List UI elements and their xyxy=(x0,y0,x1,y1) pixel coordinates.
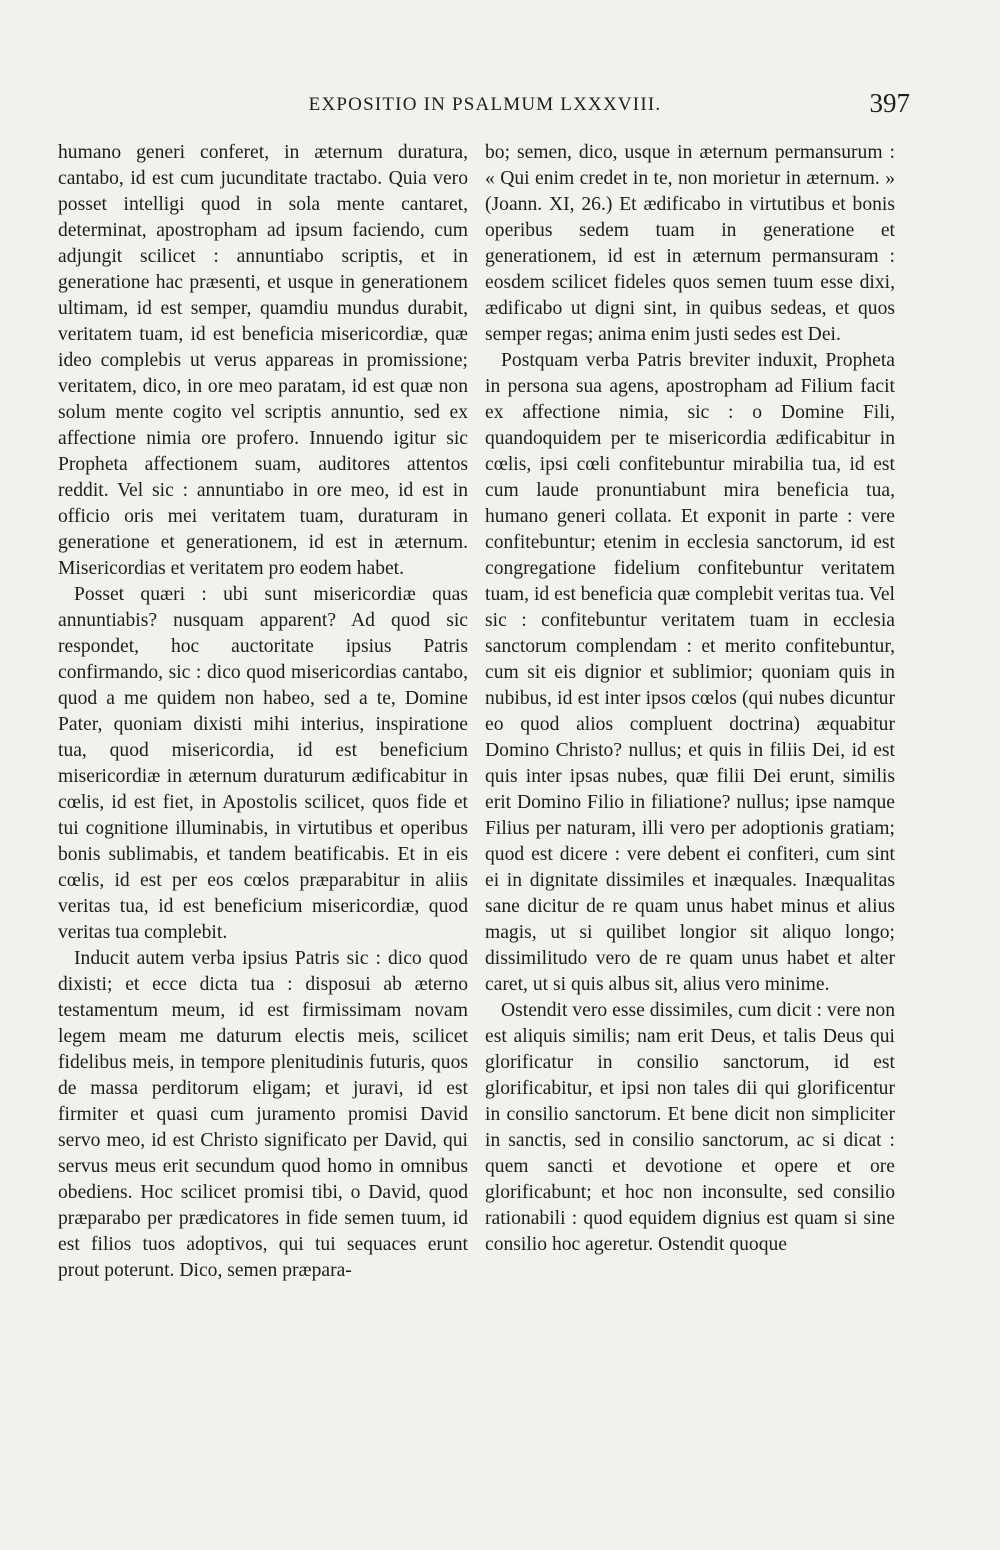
left-column xyxy=(58,140,468,1284)
paragraph: humano generi conferet, in æternum duratura, cantabo, id est cum jucunditate tractabo. Quia vero posset intelligi quod in sola mente cantaret, determinat, apostropham ad ipsum faciendo, cum adjungit scilicet : annuntiabo scriptis, et in generatione hac præsenti, et usque in generationem ultimam, id est semper, quamdiu mundus durabit, veritatem tuam, id est beneficia misericordiæ, quæ ideo complebis ut verus appareas in promissione; veritatem, dico, in ore meo paratam, id est quæ non solum mente cogito vel scriptis annuntio, sed ex affectione nimia ore profero. Innuendo igitur sic Propheta affectionem suam, auditores attentos reddit. Vel sic : annuntiabo in ore meo, id est in officio oris mei veritatem tuam, duraturam in generatione et generationem, id est in æternum. Misericordias et veritatem pro eodem habet. xyxy=(58,142,468,579)
paragraph: Postquam verba Patris breviter induxit, Propheta in persona sua agens, apostropham ad Filium facit ex affectione nimia, sic : o Domine Fili, quandoquidem per te misericordia ædificabitur in cœlis, ipsi cœli confitebuntur mirabilia tua, id est cum laude pronuntiabunt mira beneficia tua, humano generi collata. Et exponit in parte : vere confitebuntur; etenim in ecclesia sanctorum, id est congregatione fidelium confitebuntur veritatem tuam, id est beneficia quæ complebit veritas tua. Vel sic : confitebuntur veritatem tuam in ecclesia sanctorum complendam : et merito confitebuntur, cum sit eis dignior et sublimior; quoniam quis in nubibus, id est inter ipsos cœlos (qui nubes dicuntur eo quod alios compluent doctrina) æquabitur Domino Christo? nullus; et quis in filiis Dei, id est quis inter ipsas nubes, quæ filii Dei erunt, similis erit Domino Filio in filiatione? nullus; ipse namque Filius per naturam, illi vero per adoptionis gratiam; quod est dicere : vere debent ei confiteri, cum sint ei in dignitate dissimiles et inæquales. Inæqualitas sane dicitur de re quam unus habet minus et alius magis, ut si quilibet longior sit aliquo longo; dissimilitudo vero de re quam unus habet et alter caret, ut si quis albus sit, alius vero minime. xyxy=(485,350,895,995)
paragraph: Inducit autem verba ipsius Patris sic : dico quod dixisti; et ecce dicta tua : disposui ab æterno testamentum meum, id est firmissimam novam legem meam me daturum electis meis, scilicet fidelibus meis, in tempore plenitudinis futuris, quos de massa perditorum eligam; et juravi, id est firmiter et quasi cum juramento promisi David servo meo, id est Christo significato per David, qui servus meus erit secundum quod homo in omnibus obediens. Hoc scilicet promisi tibi, o David, quod præparabo per prædicatores in fide semen tuum, id est filios tuos adoptivos, qui tui sequaces erunt prout poterunt. Dico, semen præpara- xyxy=(58,948,468,1281)
page-number: 397 xyxy=(869,88,910,118)
page-header xyxy=(60,88,910,128)
paragraph: Ostendit vero esse dissimiles, cum dicit : vere non est aliquis similis; nam erit Deus, et talis Deus qui glorificatur in consilio sanctorum, id est glorificabitur, et ipsi non tales dii qui glorificentur in consilio sanctorum. Et bene dicit non simpliciter in sanctis, sed in consilio sanctorum, ac si dicat : quem sancti et devotione et opere et ore glorificabunt; et hoc non inconsulte, sed consilio rationabili : quod equidem dignius est quam si sine consilio hoc ageretur. Ostendit quoque xyxy=(485,1000,895,1255)
paragraph: bo; semen, dico, usque in æternum permansurum : « Qui enim credet in te, non morietur in æternum. » (Joann. XI, 26.) Et ædificabo in virtutibus et bonis operibus sedem tuam in generatione et generationem, id est in æternum permansuram : eosdem scilicet fideles quos semen tuum esse dixi, ædificabo ut digni sint, in quibus sedeas, et quos semper regas; anima enim justi sedes est Dei. xyxy=(485,142,895,345)
running-title: EXPOSITIO IN PSALMUM LXXXVIII. xyxy=(308,94,662,115)
right-column xyxy=(485,140,895,1258)
paragraph: Posset quæri : ubi sunt misericordiæ quas annuntiabis? nusquam apparent? Ad quod sic respondet, hoc auctoritate ipsius Patris confirmando, sic : dico quod misericordias cantabo, quod a me quidem non habeo, sed a te, Domine Pater, quoniam dixisti mihi interius, inspiratione tua, quod misericordia, id est beneficium misericordiæ in æternum duraturum ædificabitur in cœlis, id est fiet, in Apostolis scilicet, quos fide et tui cognitione illuminabis, in virtutibus et operibus bonis sublimabis, et tandem beatificabis. Et in eis cœlis, id est per eos cœlos præparabitur in aliis veritas tua, id est beneficium misericordiæ, quod veritas tua complebit. xyxy=(58,584,468,943)
